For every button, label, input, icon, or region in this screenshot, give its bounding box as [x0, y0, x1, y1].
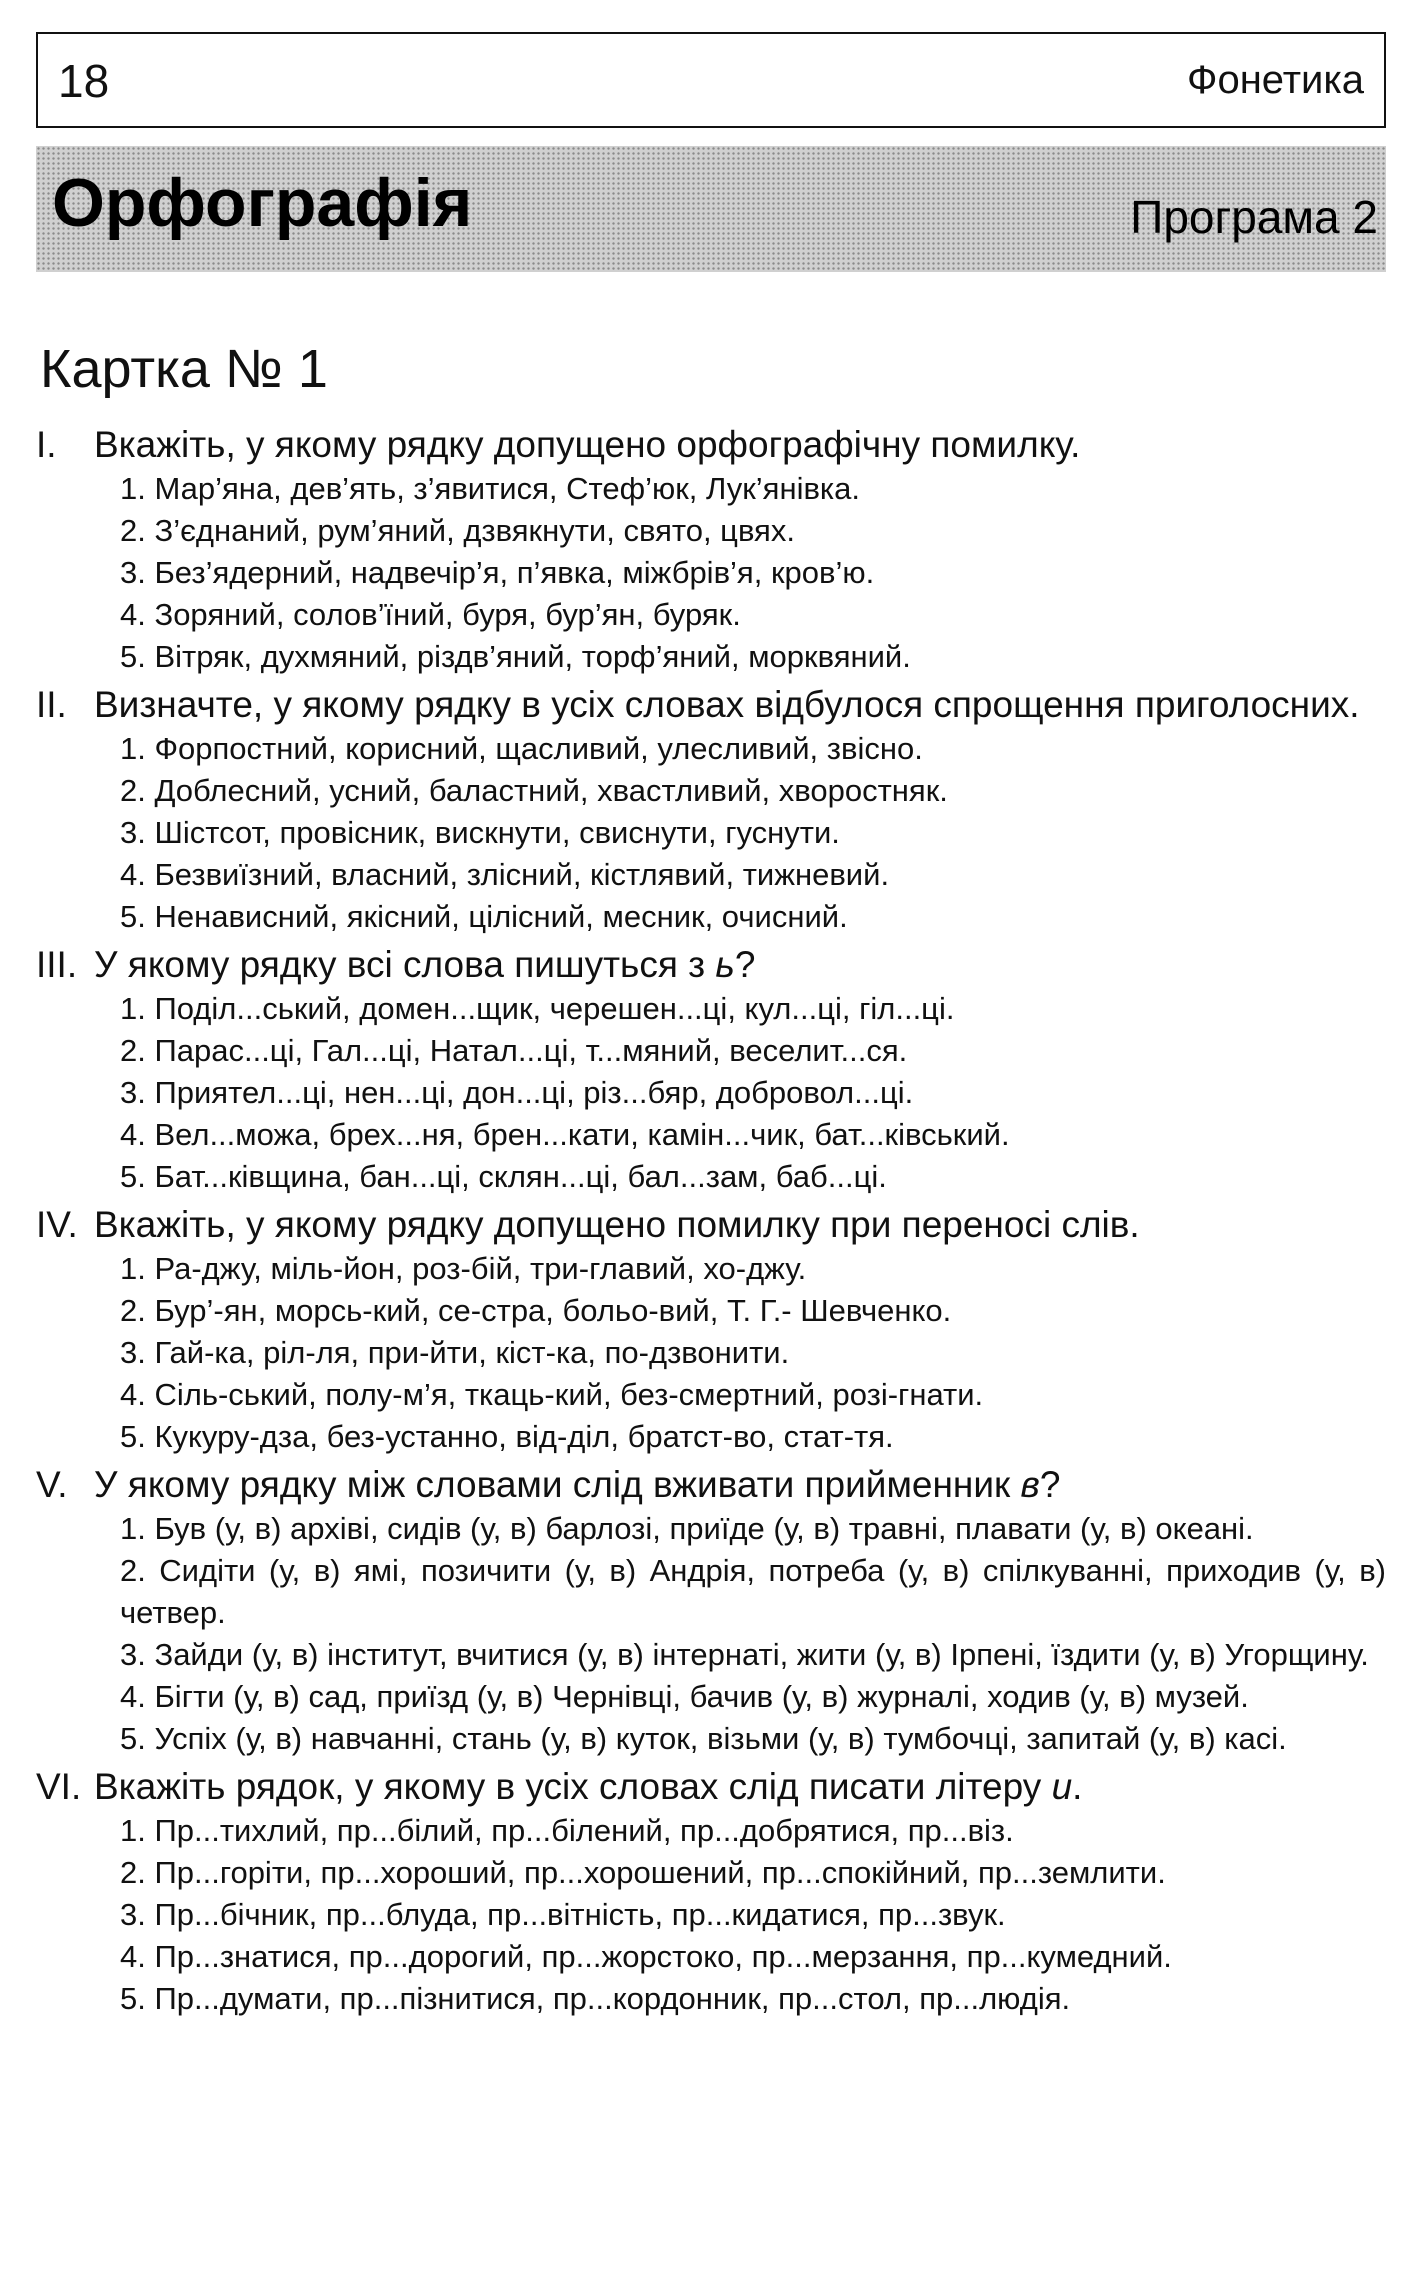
question-number: VI. — [36, 1766, 82, 1807]
answer-list — [120, 728, 1386, 938]
answer-option: 2. Сидіти (у, в) ямі, позичити (у, в) Андрія, потреба (у, в) спілкуванні, приходив (у, в) четвер. — [120, 1553, 1386, 1630]
answer-list — [120, 988, 1386, 1198]
answer-option: 4. Зоряний, солов’їний, буря, бур’ян, буряк. — [120, 597, 741, 632]
question-6 — [36, 1766, 1386, 2020]
answer-option: 3. Гай-ка, ріл-ля, при-йти, кіст-ка, по-дзвонити. — [120, 1335, 790, 1370]
question-number: I. — [36, 424, 57, 465]
question-text-end: . — [1072, 1766, 1083, 1807]
answer-option: 4. Безвиїзний, власний, злісний, кістлявий, тижневий. — [120, 857, 890, 892]
question-text-main: Вкажіть рядок, у якому в усіх словах слід писати літеру — [94, 1766, 1042, 1807]
answer-option: 3. Зайди (у, в) інститут, вчитися (у, в) інтернаті, жити (у, в) Ірпені, їздити (у, в) Угорщину. — [120, 1637, 1369, 1672]
answer-list — [120, 1248, 1386, 1458]
questions-list — [36, 424, 1386, 2026]
question-heading — [36, 1766, 1386, 1808]
answer-option: 4. Сіль-ський, полу-м’я, ткаць-кий, без-смертний, розі-гнати. — [120, 1377, 984, 1412]
answer-option: 1. Мар’яна, дев’ять, з’явитися, Стеф’юк, Лук’янівка. — [120, 471, 861, 506]
answer-option: 5. Бат...ківщина, бан...ці, склян...ці, бал...зам, баб...ці. — [120, 1159, 887, 1194]
question-3 — [36, 944, 1386, 1198]
title-band — [36, 146, 1386, 272]
answer-option: 3. Шістсот, провісник, вискнути, свиснути, гуснути. — [120, 815, 840, 850]
question-heading — [36, 424, 1386, 466]
section-title: Орфографія — [52, 165, 473, 241]
section-name: Фонетика — [1187, 58, 1364, 102]
question-text-letter: ь — [715, 944, 735, 985]
page-number: 18 — [58, 55, 110, 107]
answer-option: 3. Приятел...ці, нен...ці, дон...ці, різ...бяр, добровол...ці. — [120, 1075, 914, 1110]
question-number: IV. — [36, 1204, 78, 1245]
question-4 — [36, 1204, 1386, 1458]
card-title: Картка № 1 — [40, 339, 328, 399]
answer-option: 1. Пр...тихлий, пр...білий, пр...білений, пр...добрятися, пр...віз. — [120, 1813, 1014, 1848]
answer-list — [120, 468, 1386, 678]
answer-option: 5. Кукуру-дза, без-устанно, від-діл, братст-во, стат-тя. — [120, 1419, 894, 1454]
question-2 — [36, 684, 1386, 938]
answer-option: 2. Бур’-ян, морсь-кий, се-стра, больо-вий, Т. Г.- Шевченко. — [120, 1293, 952, 1328]
question-text-end: ? — [734, 944, 756, 985]
answer-option: 3. Без’ядерний, надвечір’я, п’явка, міжбрів’я, кров’ю. — [120, 555, 875, 590]
question-number: II. — [36, 684, 67, 725]
question-text: Вкажіть, у якому рядку допущено орфографічну помилку. — [94, 424, 1081, 465]
question-number: III. — [36, 944, 78, 985]
page-header — [36, 32, 1386, 128]
answer-option: 1. Поділ...ський, домен...щик, черешен...ці, кул...ці, гіл...ці. — [120, 991, 955, 1026]
question-1 — [36, 424, 1386, 678]
question-text: Вкажіть, у якому рядку допущено помилку при переносі слів. — [94, 1204, 1140, 1245]
answer-option: 2. З’єднаний, рум’яний, дзвякнути, свято, цвях. — [120, 513, 795, 548]
answer-option: 1. Був (у, в) архіві, сидів (у, в) барлозі, приїде (у, в) травні, плавати (у, в) океані. — [120, 1511, 1254, 1546]
answer-option: 5. Вітряк, духмяний, різдв’яний, торф’яний, морквяний. — [120, 639, 911, 674]
answer-list — [120, 1810, 1386, 2020]
program-label: Програма 2 — [1130, 191, 1378, 243]
question-text: Визначте, у якому рядку в усіх словах відбулося спрощення приголосних. — [94, 684, 1360, 725]
question-5 — [36, 1464, 1386, 1760]
question-text-end: ? — [1039, 1464, 1061, 1505]
question-heading — [36, 1464, 1386, 1506]
question-heading — [36, 944, 1386, 986]
question-text — [94, 1766, 1386, 1808]
answer-option: 1. Ра-джу, міль-йон, роз-бій, три-главий, хо-джу. — [120, 1251, 807, 1286]
answer-option: 4. Вел...можа, брех...ня, брен...кати, камін...чик, бат...ківський. — [120, 1117, 1010, 1152]
question-number: V. — [36, 1464, 68, 1505]
question-text — [94, 944, 1386, 986]
question-heading — [36, 1204, 1386, 1246]
question-text-main: У якому рядку між словами слід вживати прийменник — [94, 1464, 1011, 1505]
answer-option: 4. Бігти (у, в) сад, приїзд (у, в) Чернівці, бачив (у, в) журналі, ходив (у, в) музей. — [120, 1679, 1249, 1714]
answer-list — [120, 1508, 1386, 1760]
answer-option: 5. Ненависний, якісний, цілісний, месник, очисний. — [120, 899, 848, 934]
question-text-letter: в — [1020, 1464, 1040, 1505]
question-text-letter: и — [1051, 1766, 1073, 1807]
answer-option: 5. Успіх (у, в) навчанні, стань (у, в) куток, візьми (у, в) тумбочці, запитай (у, в) касі. — [120, 1721, 1287, 1756]
answer-option: 2. Парас...ці, Гал...ці, Натал...ці, т...мяний, веселит...ся. — [120, 1033, 908, 1068]
question-text-main: У якому рядку всі слова пишуться з — [94, 944, 706, 985]
question-heading — [36, 684, 1386, 726]
answer-option: 1. Форпостний, корисний, щасливий, улесливий, звісно. — [120, 731, 923, 766]
answer-option: 3. Пр...бічник, пр...блуда, пр...вітність, пр...кидатися, пр...звук. — [120, 1897, 1006, 1932]
answer-option: 2. Доблесний, усний, баластний, хвастливий, хворостняк. — [120, 773, 948, 808]
answer-option: 5. Пр...думати, пр...пізнитися, пр...кордонник, пр...стол, пр...людія. — [120, 1981, 1071, 2016]
answer-option: 4. Пр...знатися, пр...дорогий, пр...жорстоко, пр...мерзання, пр...кумедний. — [120, 1939, 1172, 1974]
question-text — [94, 1464, 1386, 1506]
answer-option: 2. Пр...горіти, пр...хороший, пр...хорошений, пр...спокійний, пр...землити. — [120, 1855, 1166, 1890]
